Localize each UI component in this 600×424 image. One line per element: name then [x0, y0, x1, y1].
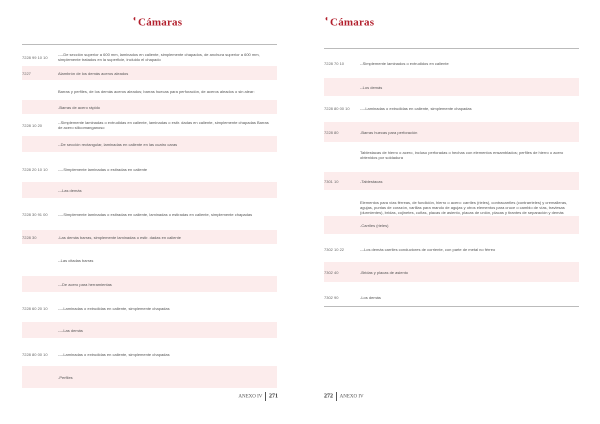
tariff-description: Elementos para vías férreas, de fundición, hierro o acero: carriles (rieles), contracarriles (contrarrieles) y cremalleras, agujas, puntas de corazón, varillas para mando de agujas y otros elementos para cruce o cambio de vías, traviesas (durmientes), bridas, cojinetes, cuñas, placas de asiento, placas de unión, placas y tirantes de separación y demás: [360, 200, 568, 215]
tariff-code: 7228 99 10 10: [22, 54, 48, 60]
tariff-description: ----Simplemente laminadas o estiradas en caliente, laminadas o estiradas en caliente, simplemente chapadas: [58, 211, 253, 217]
table-row: [22, 84, 277, 98]
tariff-description: ----Las demás: [58, 327, 83, 333]
tariff-code: 7301 10: [324, 178, 339, 184]
logo-mark-icon: ◖: [132, 14, 138, 23]
tariff-code: 7228 20 10 10: [22, 166, 48, 172]
table-row: [22, 276, 277, 292]
tariff-code: 7302 40: [324, 269, 339, 275]
table-row: [324, 148, 579, 162]
tariff-code: 7228 30 91 00: [22, 211, 48, 217]
tariff-code: 7302 90: [324, 294, 339, 300]
table-row: [22, 366, 277, 388]
divider: [324, 48, 579, 49]
tariff-description: -Bridas y placas de asiento: [360, 269, 409, 275]
tariff-code: 7227: [22, 70, 31, 76]
tariff-description: ----Simplemente laminadas o estiradas en caliente: [58, 166, 148, 172]
table-row: [324, 172, 579, 190]
tariff-description: ----Laminadas o extrudidas en caliente, simplemente chapadas: [360, 105, 472, 111]
page-number: 272: [324, 393, 333, 400]
tariff-description: Barras y perfiles, de los demás aceros aleados; barras huecas para perforación, de aceros aleados o sin alear:: [58, 88, 255, 94]
table-row: [324, 78, 579, 96]
tariff-description: ---Los demás carriles conductores de corriente, con parte de metal no férreo: [360, 246, 496, 252]
logo-text: Cámaras: [138, 16, 183, 29]
table-row: [324, 290, 579, 304]
logo-text: Cámaras: [330, 16, 375, 29]
left-footer: [238, 392, 278, 401]
tariff-description: Alambrón de los demás aceros aleados: [58, 70, 129, 76]
footer-label: ANEXO IV: [339, 394, 364, 400]
tariff-description: -Perfiles: [58, 374, 73, 380]
tariff-description: ----Laminadas o extrudidas en caliente, simplemente chapadas: [58, 351, 170, 357]
table-row: [324, 262, 579, 282]
tariff-code: 7228 10 20: [22, 122, 43, 128]
table-row: [22, 118, 277, 132]
tariff-description: --Las citadas barras: [58, 257, 94, 263]
right-page: [300, 0, 600, 424]
table-row: [22, 348, 277, 360]
table-row: [22, 254, 277, 266]
tariff-description: -Barras huecas para perforación: [360, 129, 418, 135]
tariff-description: ---De acero para herramientas: [58, 281, 112, 287]
table-row: [22, 230, 277, 244]
footer-label: ANEXO IV: [238, 394, 263, 400]
table-row: [22, 50, 277, 64]
tariff-description: --Los demás: [360, 84, 383, 90]
tariff-description: ----De sección superior a 600 mm, laminados en caliente, simplemente chapados, de anchura superior a 600 mm, simplemente tratados en la superficie, incluido el chapado: [58, 52, 260, 62]
logo-mark-icon: ◖: [324, 14, 330, 23]
table-row: [324, 122, 579, 142]
tariff-code: 7228 80: [324, 129, 339, 135]
table-row: [22, 322, 277, 338]
table-row: [324, 102, 579, 114]
tariff-description: --De sección rectangular, laminadas en caliente en las cuatro caras: [58, 141, 178, 147]
table-row: [22, 208, 277, 220]
table-row: [22, 162, 277, 176]
tariff-code: 7228 80 00 10: [22, 351, 48, 357]
tariff-description: Tablestacas de hierro o acero, incluso perforadas o hechas con elementos ensamblados; perfiles de hierro o acero obtenidos por soldadura: [360, 150, 564, 160]
right-footer: [324, 392, 364, 401]
table-row: [324, 216, 579, 234]
tariff-description: ---Las demás: [58, 187, 82, 193]
footer-divider: [336, 392, 337, 401]
page-number: 271: [269, 393, 278, 400]
tariff-description: ----Laminadas o extrudidas en caliente, simplemente chapadas: [58, 305, 170, 311]
tariff-description: -Barras de acero rápido: [58, 104, 101, 110]
divider: [324, 306, 579, 307]
camaras-logo: [132, 14, 182, 29]
table-row: [22, 302, 277, 314]
divider: [22, 44, 277, 45]
table-row: [22, 100, 277, 114]
table-row: [22, 182, 277, 198]
tariff-description: --Simplemente laminadas o extrudidas en caliente, laminadas o estir. dadas en caliente, simplemente chapadas Barras de acero silicomanganoso: [58, 120, 269, 130]
table-row: [324, 56, 579, 70]
tariff-description: -Las demás barras, simplemente laminadas o estir. dadas en caliente: [58, 234, 181, 240]
tariff-description: --Simplemente laminados o extrudidos en caliente: [360, 60, 449, 66]
tariff-code: 7302 10 22: [324, 246, 345, 252]
table-row: [22, 66, 277, 80]
footer-divider: [265, 392, 266, 401]
tariff-code: 7228 30: [22, 234, 37, 240]
table-row: [324, 242, 579, 256]
tariff-code: 7228 80 00 10: [324, 105, 350, 111]
tariff-code: 7228 70 10: [324, 60, 345, 66]
tariff-description: -Tablestacas: [360, 178, 383, 184]
tariff-description: -Los demás: [360, 294, 381, 300]
camaras-logo: [324, 14, 374, 29]
tariff-code: 7228 60 20 10: [22, 305, 48, 311]
tariff-description: -Carriles (rieles): [360, 222, 389, 228]
table-row: [22, 136, 277, 152]
